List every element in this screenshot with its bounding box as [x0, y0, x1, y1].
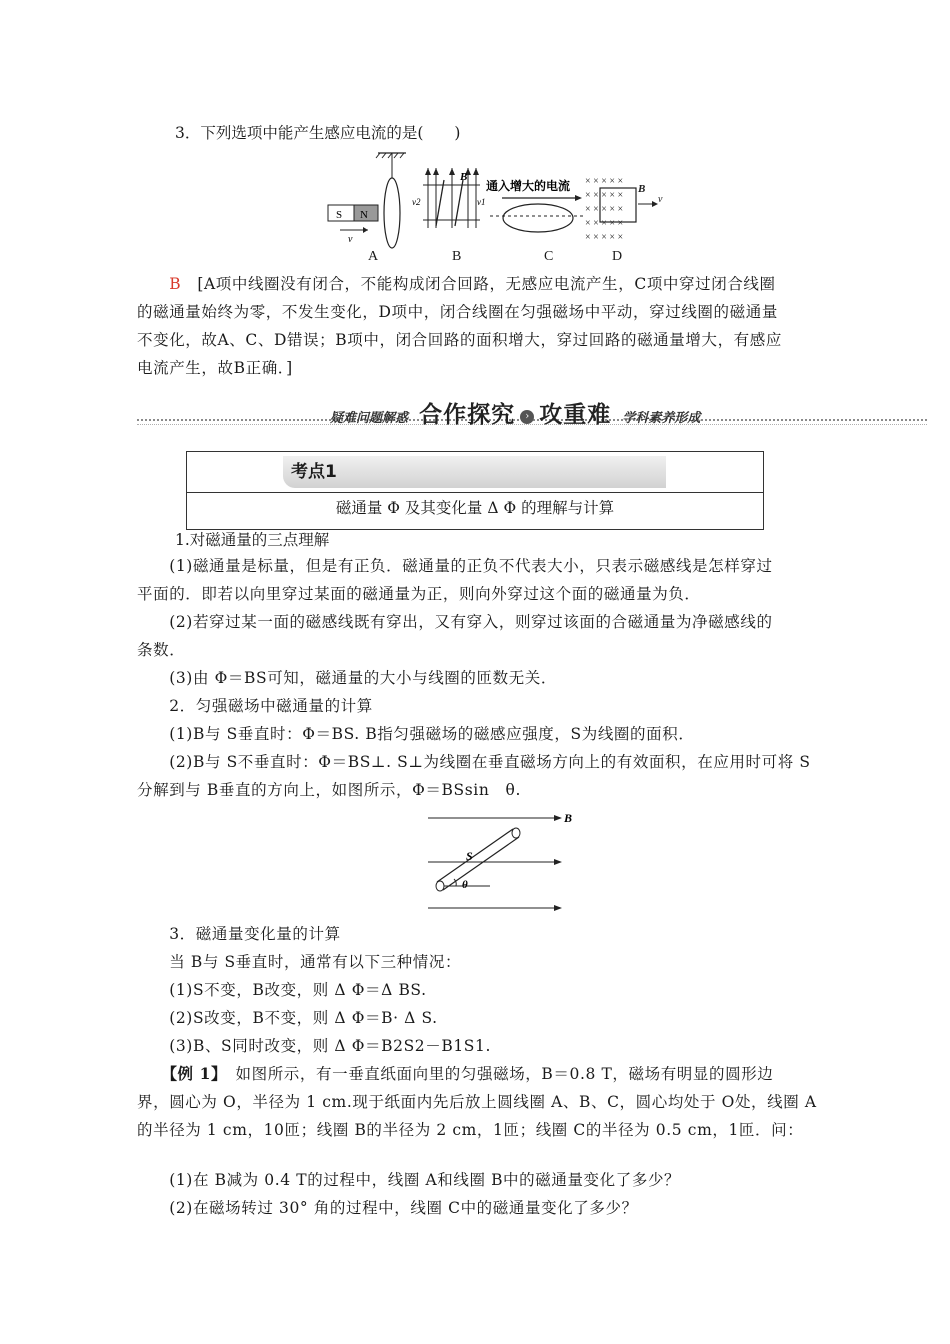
s2-p1: (1)B与 S垂直时：Φ＝BS. B指匀强磁场的磁感应强度，S为线圈的面积． — [169, 725, 695, 743]
b-label-b: B — [460, 171, 468, 183]
fig-s-label: S — [466, 849, 473, 863]
s1-p2-line2: 条数． — [137, 641, 186, 659]
banner-arrow-icon: › — [520, 410, 534, 424]
magnet-s-label: S — [336, 209, 343, 221]
kaodian-tag-bar — [283, 456, 666, 488]
v1-label: v1 — [477, 197, 486, 207]
figure-d-field — [585, 176, 663, 243]
figure-b-rails — [412, 168, 486, 228]
figure-label-d: D — [612, 249, 623, 264]
example-line3: 的半径为 1 cm，10匝；线圈 B的半径为 2 cm，1匝；线圈 C的半径为 0.5 cm，1匝．问： — [137, 1121, 804, 1139]
s3-case-3: (3)B、S同时改变，则 Δ Φ＝B2S2－B1S1. — [169, 1037, 492, 1055]
magnet-n-label: N — [360, 209, 368, 221]
s3-case-1: (1)S不变，B改变，则 Δ Φ＝Δ BS. — [169, 981, 427, 999]
section-banner — [330, 396, 700, 429]
banner-left: 疑难问题解惑 — [330, 411, 409, 426]
s2-p2-line2: 分解到与 B垂直的方向上，如图所示，Φ＝BSsin θ. — [137, 781, 521, 799]
example-q2: (2)在磁场转过 30° 角的过程中，线圈 C中的磁通量变化了多少？ — [169, 1199, 638, 1217]
s2-heading: 2．匀强磁场中磁通量的计算 — [169, 697, 373, 715]
answer-line-3: 不变化，故A、C、D错误；B项中，闭合回路的面积增大，穿过回路的磁通量增大，有感应 — [137, 331, 782, 349]
banner-right: 学科素养形成 — [622, 411, 701, 426]
figure-label-b: B — [452, 249, 462, 264]
question-3-title: 3．下列选项中能产生感应电流的是( ) — [175, 124, 461, 142]
s3-heading: 3．磁通量变化量的计算 — [169, 925, 341, 943]
figure-a-magnet-ring — [328, 153, 406, 248]
example-label: 【例 1】 — [169, 1064, 220, 1083]
svg-text:× × × × ×: × × × × × — [585, 232, 624, 243]
s1-p2-line1: (2)若穿过某一面的磁感线既有穿出，又有穿入，则穿过该面的合磁通量为净磁感线的 — [169, 613, 773, 631]
s3-case-2: (2)S改变，B不变，则 Δ Φ＝B· Δ S. — [169, 1009, 438, 1027]
banner-main-1: 合作探究 — [419, 402, 516, 428]
increasing-current-label: 通入增大的电流 — [486, 179, 571, 193]
answer-line-2: 的磁通量始终为零，不发生变化，D项中，闭合线圈在匀强磁场中平动，穿过线圈的磁通量 — [137, 303, 778, 321]
s1-heading: 1.对磁通量的三点理解 — [175, 531, 330, 549]
answer-line-1: [A项中线圈没有闭合，不能构成闭合回路，无感应电流产生，C项中穿过闭合线圈 — [197, 275, 776, 293]
figure-label-c: C — [544, 249, 554, 264]
fig-b-label: B — [564, 811, 573, 825]
v-label-a: v — [348, 234, 353, 245]
s1-p1-line1: (1)磁通量是标量，但是有正负．磁通量的正负不代表大小，只表示磁感线是怎样穿过 — [169, 557, 773, 575]
s2-p2-line1: (2)B与 S不垂直时：Φ＝BS⊥. S⊥为线圈在垂直磁场方向上的有效面积，在应用时可将 S — [169, 753, 811, 771]
figure-c-wire-ring — [486, 178, 585, 232]
s1-p3: (3)由 Φ＝BS可知，磁通量的大小与线圈的匝数无关． — [169, 669, 558, 687]
svg-text:× × × × ×: × × × × × — [585, 204, 624, 215]
svg-text:× × × × ×: × × × × × — [585, 218, 624, 229]
v-label-d: v — [658, 194, 663, 205]
fig-theta-label: θ — [462, 879, 468, 891]
question-3-figure — [320, 150, 670, 250]
b-label-d: B — [638, 183, 646, 195]
example-q1: (1)在 B减为 0.4 T的过程中，线圈 A和线圈 B中的磁通量变化了多少？ — [169, 1171, 681, 1189]
kaodian-title: 磁通量 Φ 及其变化量 Δ Φ 的理解与计算 — [335, 499, 615, 517]
kaodian-box — [186, 451, 764, 530]
answer-letter: B — [169, 275, 182, 293]
answer-line-4: 电流产生，故B正确．] — [137, 359, 293, 377]
s1-p1-line2: 平面的．即若以向里穿过某面的磁通量为正，则向外穿过这个面的磁通量为负． — [137, 585, 701, 603]
s3-intro: 当 B与 S垂直时，通常有以下三种情况： — [169, 953, 462, 971]
figure-label-a: A — [368, 249, 379, 264]
banner-main-2: 攻重难 — [539, 402, 612, 428]
svg-text:× × × × ×: × × × × × — [585, 190, 624, 201]
example-line2: 界，圆心为 O，半径为 1 cm.现于纸面内先后放上圆线圈 A、B、C，圆心均处于 O处，线圈 A — [137, 1093, 817, 1111]
svg-text:× × × × ×: × × × × × — [585, 176, 624, 187]
flux-angle-figure — [420, 808, 580, 918]
kaodian-tag: 考点1 — [291, 462, 337, 482]
answer-block — [137, 270, 817, 382]
v2-label: v2 — [412, 197, 421, 207]
example-line1: 如图所示，有一垂直纸面向里的匀强磁场，B＝0.8 T，磁场有明显的圆形边 — [219, 1065, 774, 1083]
